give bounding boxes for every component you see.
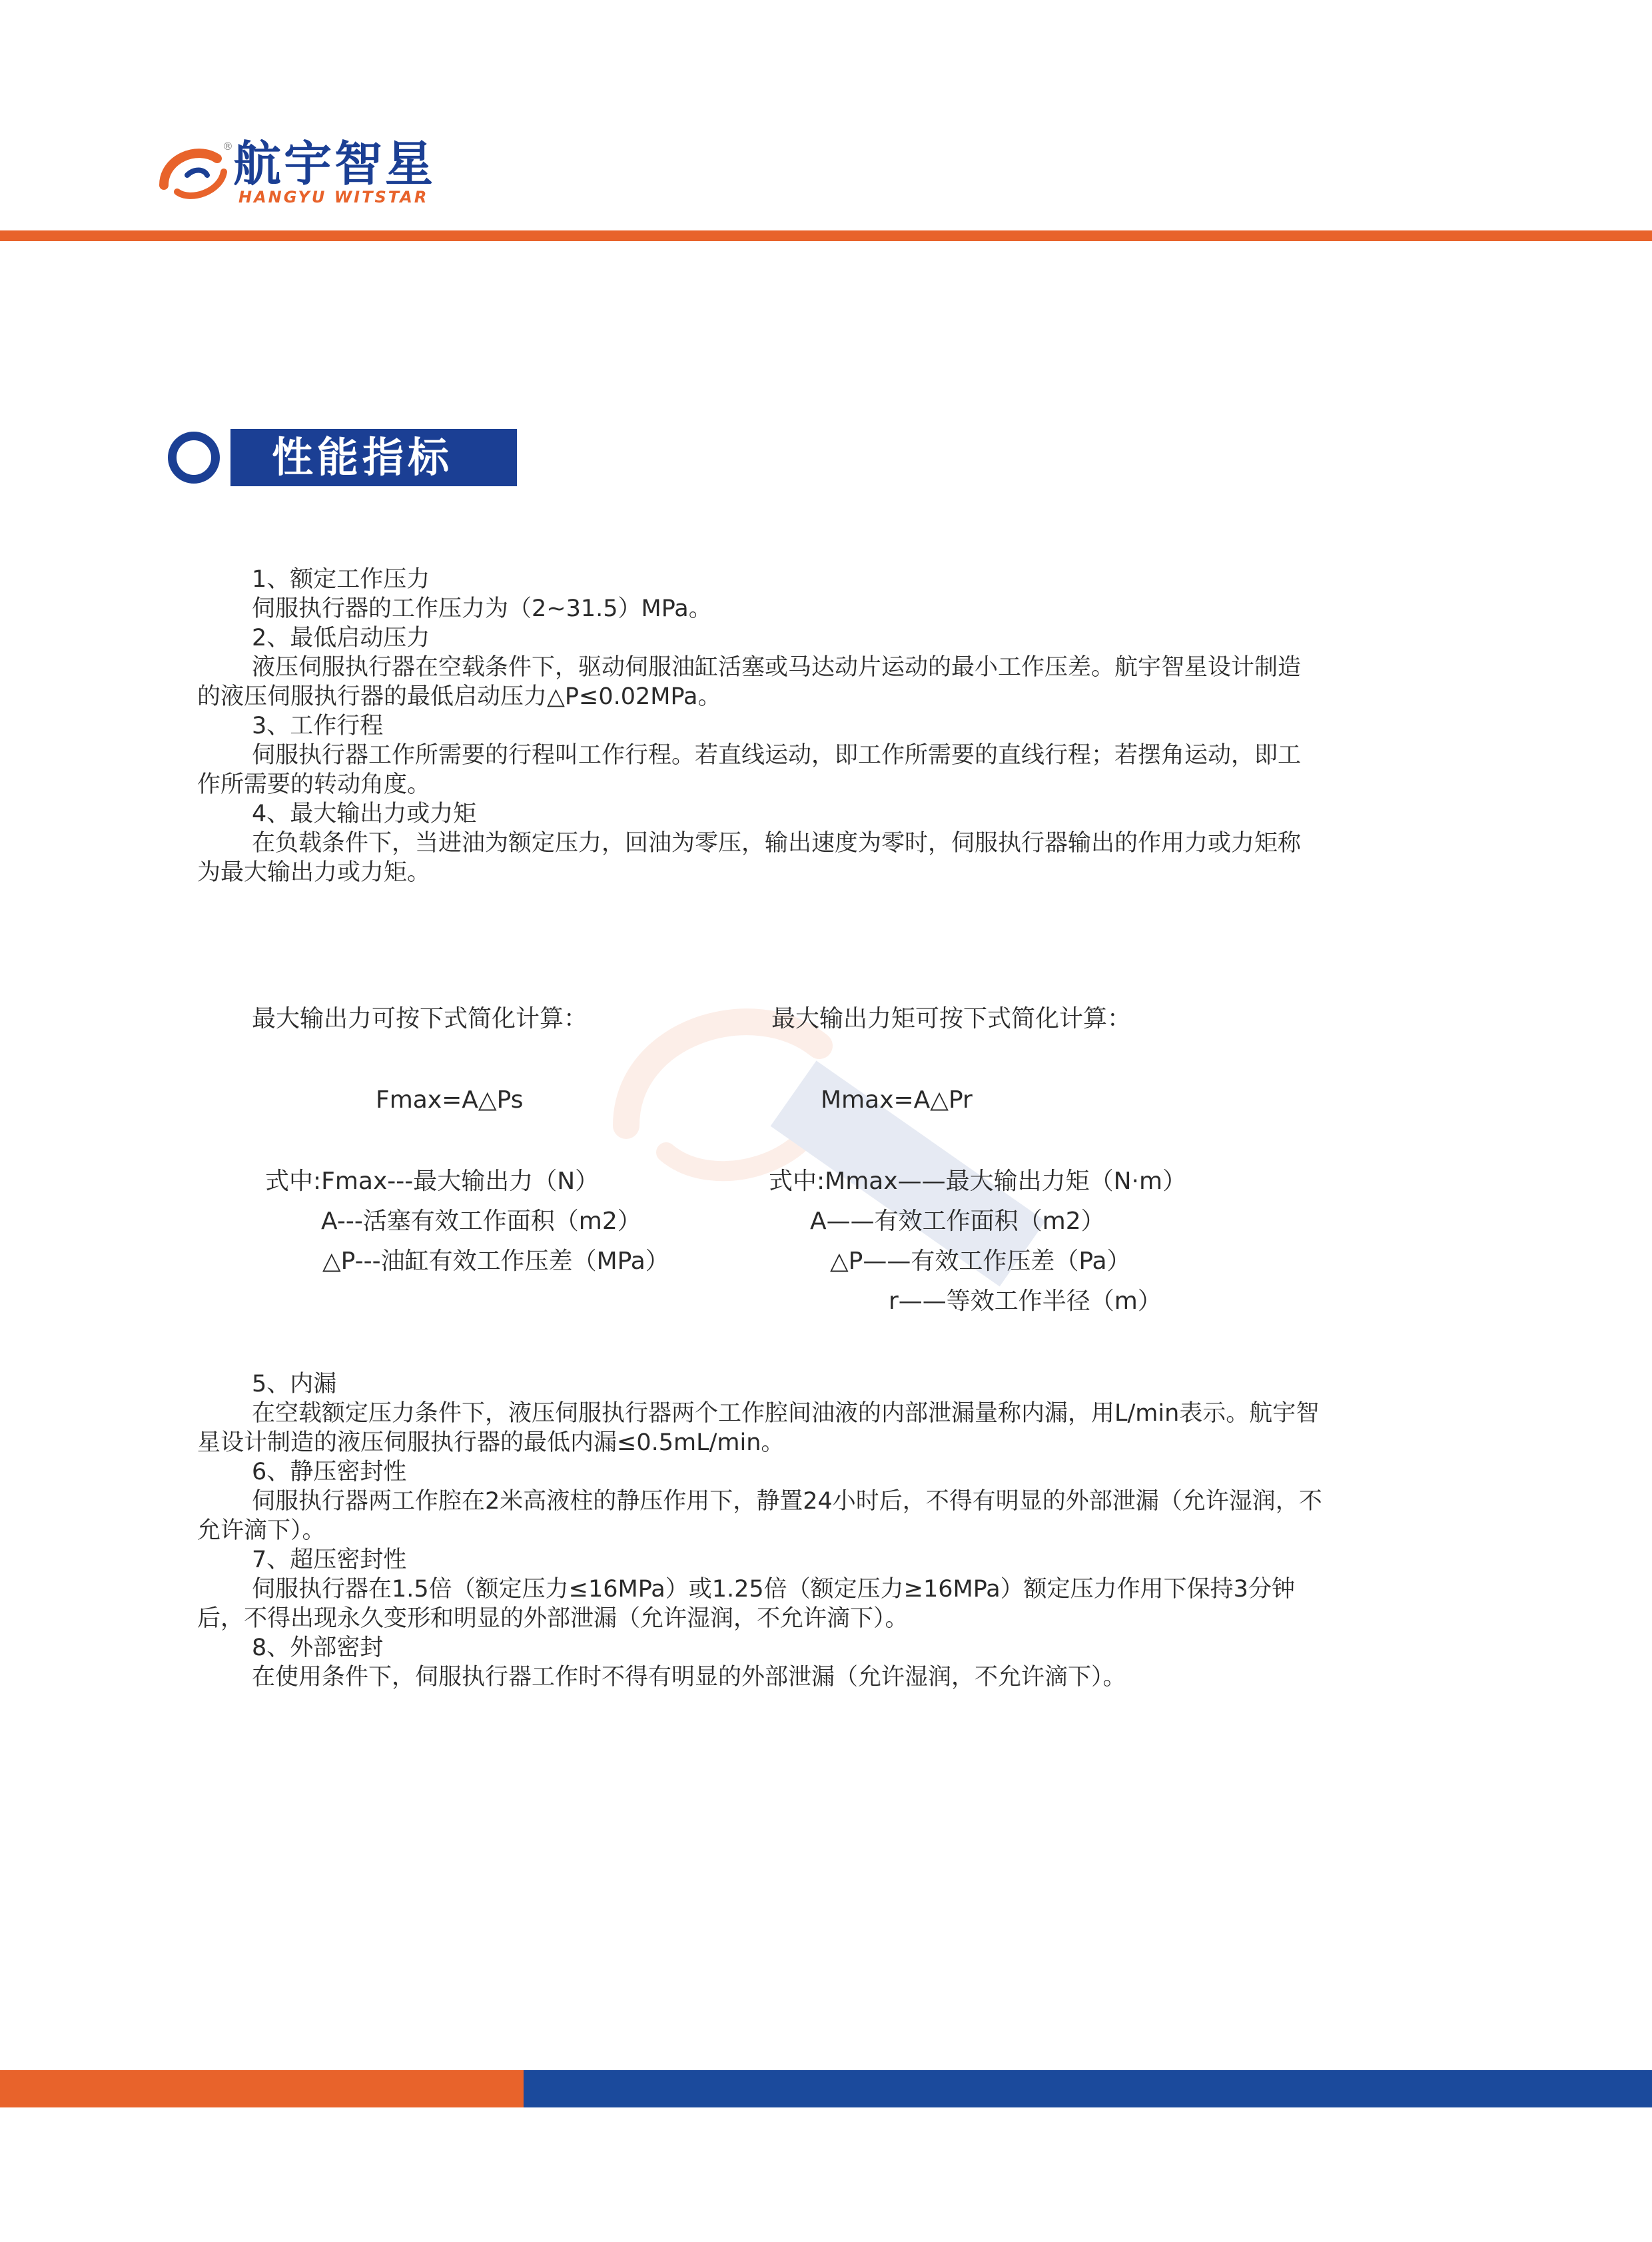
formula-right: Mmax=A△Pr <box>821 1086 973 1114</box>
footer-bar-orange <box>0 2070 524 2107</box>
item-heading: 6、静压密封性 <box>252 1459 407 1485</box>
footer-bar-blue <box>524 2070 1652 2107</box>
term-right: r——等效工作半径（m） <box>889 1288 1162 1315</box>
brand-logo-icon <box>157 139 232 205</box>
section-circle-icon <box>168 432 220 484</box>
item-heading: 1、额定工作压力 <box>252 566 430 593</box>
item-text: 为最大输出力或力矩。 <box>197 859 431 886</box>
item-heading: 5、内漏 <box>252 1371 337 1397</box>
item-text: 液压伺服执行器在空载条件下，驱动伺服油缸活塞或马达动片运动的最小工作压差。航宇智星设计制造 <box>252 654 1302 681</box>
item-text: 星设计制造的液压伺服执行器的最低内漏≤0.5mL/min。 <box>197 1429 785 1456</box>
brand-name-en: HANGYU WITSTAR <box>238 188 429 206</box>
term-right: △P——有效工作压差（Pa） <box>830 1248 1131 1275</box>
term-right: 式中:Mmax——最大输出力矩（N·m） <box>769 1168 1187 1195</box>
term-right: A——有效工作面积（m2） <box>810 1208 1105 1235</box>
item-text: 作所需要的转动角度。 <box>197 771 431 798</box>
term-left: △P---油缸有效工作压差（MPa） <box>322 1248 669 1275</box>
header-divider <box>0 230 1652 241</box>
item-text: 在负载条件下，当进油为额定压力，回油为零压，输出速度为零时，伺服执行器输出的作用力或力矩称 <box>252 830 1302 857</box>
calc-intro-right: 最大输出力矩可按下式简化计算： <box>771 1005 1132 1032</box>
item-heading: 3、工作行程 <box>252 713 384 739</box>
term-left: A---活塞有效工作面积（m2） <box>321 1208 641 1235</box>
item-heading: 7、超压密封性 <box>252 1547 407 1573</box>
item-heading: 8、外部密封 <box>252 1635 384 1661</box>
item-heading: 4、最大输出力或力矩 <box>252 801 477 827</box>
item-text: 的液压伺服执行器的最低启动压力△P≤0.02MPa。 <box>197 683 721 710</box>
item-text: 在空载额定压力条件下，液压伺服执行器两个工作腔间油液的内部泄漏量称内漏，用L/min表示。航宇智 <box>252 1400 1320 1427</box>
registered-mark: ® <box>222 140 233 153</box>
item-text: 后，不得出现永久变形和明显的外部泄漏（允许湿润，不允许滴下）。 <box>197 1605 909 1632</box>
calc-intro-left: 最大输出力可按下式简化计算： <box>252 1005 588 1032</box>
item-text: 伺服执行器两工作腔在2米高液柱的静压作用下，静置24小时后，不得有明显的外部泄漏（允许湿润，不 <box>252 1488 1322 1515</box>
item-text: 伺服执行器的工作压力为（2~31.5）MPa。 <box>252 595 712 622</box>
formula-left: Fmax=A△Ps <box>376 1086 524 1114</box>
item-text: 伺服执行器工作所需要的行程叫工作行程。若直线运动，即工作所需要的直线行程；若摆角运动，即工 <box>252 742 1302 769</box>
item-heading: 2、最低启动压力 <box>252 625 430 651</box>
section-title: 性能指标 <box>272 433 454 482</box>
brand-name-cn: 航宇智星 <box>233 136 436 192</box>
item-text: 伺服执行器在1.5倍（额定压力≤16MPa）或1.25倍（额定压力≥16MPa）额定压力作用下保持3分钟 <box>252 1576 1295 1603</box>
item-text: 在使用条件下，伺服执行器工作时不得有明显的外部泄漏（允许湿润，不允许滴下）。 <box>252 1664 1126 1690</box>
item-text: 允许滴下）。 <box>197 1517 326 1544</box>
term-left: 式中:Fmax---最大输出力（N） <box>265 1168 600 1195</box>
